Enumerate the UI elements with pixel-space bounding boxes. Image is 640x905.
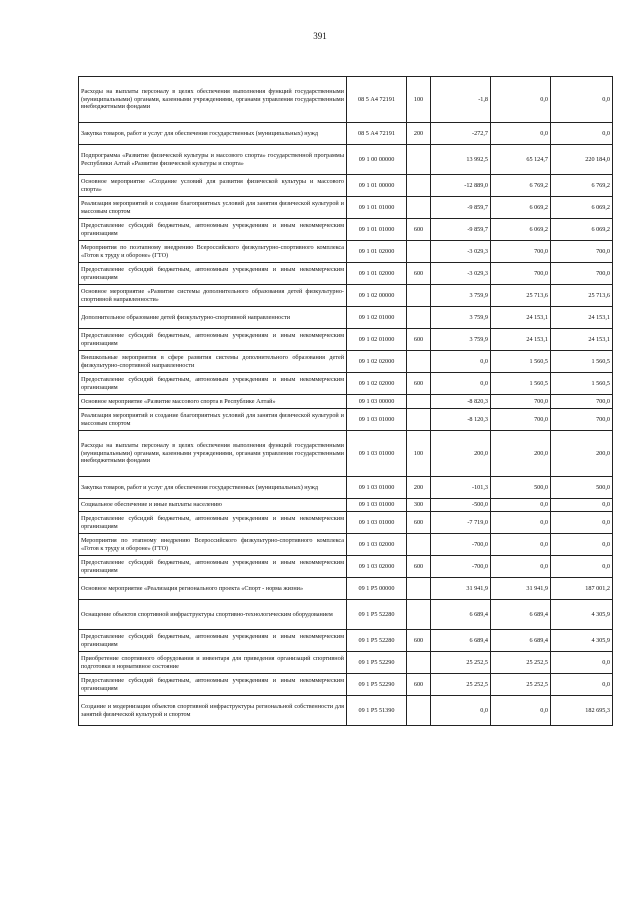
row-code: 09 1 02 02000: [347, 373, 407, 395]
table-row: [79, 499, 613, 512]
row-vr: [407, 578, 431, 600]
row-name: Основное мероприятие «Создание условий для развития физической культуры и массового спорта»: [79, 175, 347, 197]
row-code: 09 1 02 02000: [347, 351, 407, 373]
table-row: [79, 123, 613, 145]
row-name: Предоставление субсидий бюджетным, автономным учреждениям и иным некоммерческим организациям: [79, 263, 347, 285]
row-code: 09 1 03 01000: [347, 477, 407, 499]
row-value-3: 182 695,3: [551, 696, 613, 726]
row-code: 09 1 03 02000: [347, 556, 407, 578]
row-value-3: 700,0: [551, 409, 613, 431]
row-name: Основное мероприятие «Реализация регионального проекта «Спорт - норма жизни»: [79, 578, 347, 600]
row-value-1: -3 029,3: [431, 241, 491, 263]
table-row: [79, 395, 613, 409]
row-name: Социальное обеспечение и иные выплаты населению: [79, 499, 347, 512]
row-value-1: -12 889,0: [431, 175, 491, 197]
row-value-1: -8 120,3: [431, 409, 491, 431]
row-value-2: 31 941,9: [491, 578, 551, 600]
row-code: 09 1 02 00000: [347, 285, 407, 307]
table-row: [79, 600, 613, 630]
row-code: 09 1 03 01000: [347, 512, 407, 534]
row-value-2: 700,0: [491, 395, 551, 409]
row-value-3: 6 069,2: [551, 219, 613, 241]
row-value-3: 1 560,5: [551, 373, 613, 395]
row-name: Предоставление субсидий бюджетным, автономным учреждениям и иным некоммерческим организациям: [79, 512, 347, 534]
row-value-2: 25 252,5: [491, 674, 551, 696]
row-value-3: 700,0: [551, 395, 613, 409]
row-name: Основное мероприятие «Развитие системы дополнительного образования детей физкультурно-спортивной направленности»: [79, 285, 347, 307]
row-name: Предоставление субсидий бюджетным, автономным учреждениям и иным некоммерческим организациям: [79, 329, 347, 351]
row-vr: [407, 600, 431, 630]
row-code: 09 1 01 02000: [347, 263, 407, 285]
row-value-3: 24 153,1: [551, 329, 613, 351]
table-row: [79, 197, 613, 219]
row-value-1: -7 719,0: [431, 512, 491, 534]
row-vr: [407, 307, 431, 329]
row-value-1: 3 759,9: [431, 285, 491, 307]
row-code: 09 1 01 01000: [347, 219, 407, 241]
row-name: Дополнительное образование детей физкультурно-спортивной направленности: [79, 307, 347, 329]
row-name: Мероприятия по этапному внедрению Всероссийского физкультурно-спортивного комплекса «Готов к труду и обороне» (ГТО): [79, 534, 347, 556]
table-row: [79, 630, 613, 652]
table-row: [79, 175, 613, 197]
row-value-1: 6 689,4: [431, 600, 491, 630]
row-vr: [407, 696, 431, 726]
row-code: 09 1 03 01000: [347, 499, 407, 512]
budget-table-body: [79, 77, 613, 726]
row-value-2: 700,0: [491, 409, 551, 431]
row-code: 09 1 03 01000: [347, 431, 407, 477]
row-value-3: 187 001,2: [551, 578, 613, 600]
row-value-2: 25 713,6: [491, 285, 551, 307]
row-vr: [407, 175, 431, 197]
row-value-1: 0,0: [431, 351, 491, 373]
table-row: [79, 285, 613, 307]
row-vr: 100: [407, 77, 431, 123]
row-value-1: 13 992,5: [431, 145, 491, 175]
row-name: Предоставление субсидий бюджетным, автономным учреждениям и иным некоммерческим организациям: [79, 556, 347, 578]
row-code: 09 1 03 00000: [347, 395, 407, 409]
row-code: 09 1 P5 52280: [347, 630, 407, 652]
row-value-1: 0,0: [431, 373, 491, 395]
row-value-1: -700,0: [431, 556, 491, 578]
row-vr: [407, 285, 431, 307]
row-value-3: 500,0: [551, 477, 613, 499]
row-value-3: 700,0: [551, 263, 613, 285]
row-value-1: 3 759,9: [431, 329, 491, 351]
table-row: [79, 652, 613, 674]
row-name: Мероприятия по поэтапному внедрению Всероссийского физкультурно-спортивного комплекса «Готов к труду и обороне» (ГТО): [79, 241, 347, 263]
row-value-2: 6 069,2: [491, 197, 551, 219]
row-vr: [407, 652, 431, 674]
row-name: Реализация мероприятий и создание благоприятных условий для занятия физической культурой и массовым спортом: [79, 197, 347, 219]
row-vr: [407, 145, 431, 175]
row-value-2: 0,0: [491, 534, 551, 556]
row-value-2: 0,0: [491, 556, 551, 578]
row-value-2: 24 153,1: [491, 307, 551, 329]
row-value-1: 3 759,9: [431, 307, 491, 329]
table-row: [79, 241, 613, 263]
row-code: 09 1 01 00000: [347, 175, 407, 197]
row-name: Расходы на выплаты персоналу в целях обеспечения выполнения функций государственными (муниципальными) органами, казенными учреждениями, органами управления государственными внебюджетными фондами: [79, 77, 347, 123]
row-value-1: -9 859,7: [431, 197, 491, 219]
table-row: [79, 409, 613, 431]
row-value-3: 0,0: [551, 534, 613, 556]
row-value-3: 0,0: [551, 77, 613, 123]
row-name: Предоставление субсидий бюджетным, автономным учреждениям и иным некоммерческим организациям: [79, 674, 347, 696]
row-value-3: 700,0: [551, 241, 613, 263]
table-row: [79, 674, 613, 696]
table-row: [79, 578, 613, 600]
row-value-3: 6 069,2: [551, 197, 613, 219]
row-value-2: 6 689,4: [491, 600, 551, 630]
table-row: [79, 556, 613, 578]
row-value-1: -700,0: [431, 534, 491, 556]
row-value-3: 0,0: [551, 499, 613, 512]
row-value-3: 0,0: [551, 674, 613, 696]
row-code: 09 1 P5 00000: [347, 578, 407, 600]
row-vr: 200: [407, 477, 431, 499]
row-value-1: -9 859,7: [431, 219, 491, 241]
row-name: Приобретение спортивного оборудования и инвентаря для приведения организаций спортивной подготовки в нормативное состояние: [79, 652, 347, 674]
row-code: 09 1 00 00000: [347, 145, 407, 175]
row-value-3: 220 184,0: [551, 145, 613, 175]
row-value-1: 0,0: [431, 696, 491, 726]
table-row: [79, 373, 613, 395]
row-name: Расходы на выплаты персоналу в целях обеспечения выполнения функций государственными (муниципальными) органами, казенными учреждениями, органами управления государственными внебюджетными фондами: [79, 431, 347, 477]
row-value-3: 200,0: [551, 431, 613, 477]
row-vr: 600: [407, 373, 431, 395]
row-name: Закупка товаров, работ и услуг для обеспечения государственных (муниципальных) нужд: [79, 477, 347, 499]
row-vr: [407, 197, 431, 219]
row-value-1: 31 941,9: [431, 578, 491, 600]
row-vr: 600: [407, 263, 431, 285]
row-value-2: 25 252,5: [491, 652, 551, 674]
row-value-2: 0,0: [491, 499, 551, 512]
row-name: Создание и модернизация объектов спортивной инфраструктуры региональной собственности для занятий физической культурой и спортом: [79, 696, 347, 726]
row-value-2: 700,0: [491, 241, 551, 263]
row-value-3: 0,0: [551, 512, 613, 534]
row-name: Оснащение объектов спортивной инфраструктуры спортивно-технологическим оборудованием: [79, 600, 347, 630]
row-value-2: 65 124,7: [491, 145, 551, 175]
row-vr: 600: [407, 556, 431, 578]
row-value-2: 500,0: [491, 477, 551, 499]
row-vr: [407, 395, 431, 409]
table-row: [79, 512, 613, 534]
table-row: [79, 263, 613, 285]
row-code: 09 1 02 01000: [347, 307, 407, 329]
row-vr: 100: [407, 431, 431, 477]
table-row: [79, 307, 613, 329]
row-value-1: -101,3: [431, 477, 491, 499]
row-vr: 600: [407, 329, 431, 351]
row-code: 09 1 P5 52290: [347, 652, 407, 674]
row-vr: 600: [407, 219, 431, 241]
row-value-2: 1 560,5: [491, 373, 551, 395]
row-vr: 300: [407, 499, 431, 512]
row-value-1: -8 820,3: [431, 395, 491, 409]
table-row: [79, 431, 613, 477]
row-code: 09 1 P5 52280: [347, 600, 407, 630]
row-vr: 600: [407, 630, 431, 652]
table-row: [79, 351, 613, 373]
row-value-2: 6 769,2: [491, 175, 551, 197]
table-row: [79, 534, 613, 556]
row-value-2: 0,0: [491, 77, 551, 123]
row-value-3: 24 153,1: [551, 307, 613, 329]
row-code: 08 5 А4 72191: [347, 77, 407, 123]
row-vr: 600: [407, 674, 431, 696]
page-number: 391: [313, 31, 327, 41]
row-vr: [407, 409, 431, 431]
row-value-3: 0,0: [551, 652, 613, 674]
row-value-1: -272,7: [431, 123, 491, 145]
row-value-1: 200,0: [431, 431, 491, 477]
row-value-2: 200,0: [491, 431, 551, 477]
row-code: 09 1 03 01000: [347, 409, 407, 431]
row-value-1: 6 689,4: [431, 630, 491, 652]
row-value-2: 0,0: [491, 123, 551, 145]
row-name: Предоставление субсидий бюджетным, автономным учреждениям и иным некоммерческим организациям: [79, 630, 347, 652]
row-code: 09 1 01 01000: [347, 197, 407, 219]
row-code: 09 1 P5 52290: [347, 674, 407, 696]
row-value-3: 0,0: [551, 556, 613, 578]
table-row: [79, 329, 613, 351]
row-name: Подпрограмма «Развитие физической культуры и массового спорта» государственной программы Республики Алтай «Развитие физической культуры и спорта»: [79, 145, 347, 175]
row-code: 09 1 02 01000: [347, 329, 407, 351]
table-row: [79, 77, 613, 123]
row-value-2: 0,0: [491, 512, 551, 534]
row-value-2: 6 069,2: [491, 219, 551, 241]
table-row: [79, 145, 613, 175]
row-vr: [407, 241, 431, 263]
row-value-3: 4 305,9: [551, 630, 613, 652]
row-value-2: 1 560,5: [491, 351, 551, 373]
row-name: Внешкольные мероприятия в сфере развития системы дополнительного образования детей физкультурно-спортивной направленности: [79, 351, 347, 373]
row-name: Основное мероприятие «Развитие массового спорта в Республике Алтай»: [79, 395, 347, 409]
row-value-2: 700,0: [491, 263, 551, 285]
row-value-2: 0,0: [491, 696, 551, 726]
row-value-3: 4 305,9: [551, 600, 613, 630]
table-row: [79, 219, 613, 241]
row-code: 09 1 01 02000: [347, 241, 407, 263]
row-value-3: 0,0: [551, 123, 613, 145]
row-vr: [407, 534, 431, 556]
row-name: Предоставление субсидий бюджетным, автономным учреждениям и иным некоммерческим организациям: [79, 219, 347, 241]
budget-table: [78, 76, 613, 726]
row-value-1: 25 252,5: [431, 652, 491, 674]
row-name: Реализация мероприятий и создание благоприятных условий для занятия физической культурой и массовым спортом: [79, 409, 347, 431]
row-value-1: -1,8: [431, 77, 491, 123]
row-value-2: 24 153,1: [491, 329, 551, 351]
table-row: [79, 696, 613, 726]
row-value-3: 6 769,2: [551, 175, 613, 197]
row-code: 08 5 А4 72191: [347, 123, 407, 145]
row-vr: 200: [407, 123, 431, 145]
row-code: 09 1 P5 51390: [347, 696, 407, 726]
row-value-1: -500,0: [431, 499, 491, 512]
row-value-2: 6 689,4: [491, 630, 551, 652]
row-value-3: 25 713,6: [551, 285, 613, 307]
row-name: Закупка товаров, работ и услуг для обеспечения государственных (муниципальных) нужд: [79, 123, 347, 145]
row-vr: [407, 351, 431, 373]
table-row: [79, 477, 613, 499]
row-name: Предоставление субсидий бюджетным, автономным учреждениям и иным некоммерческим организациям: [79, 373, 347, 395]
row-value-1: -3 029,3: [431, 263, 491, 285]
row-code: 09 1 03 02000: [347, 534, 407, 556]
row-vr: 600: [407, 512, 431, 534]
row-value-3: 1 560,5: [551, 351, 613, 373]
row-value-1: 25 252,5: [431, 674, 491, 696]
